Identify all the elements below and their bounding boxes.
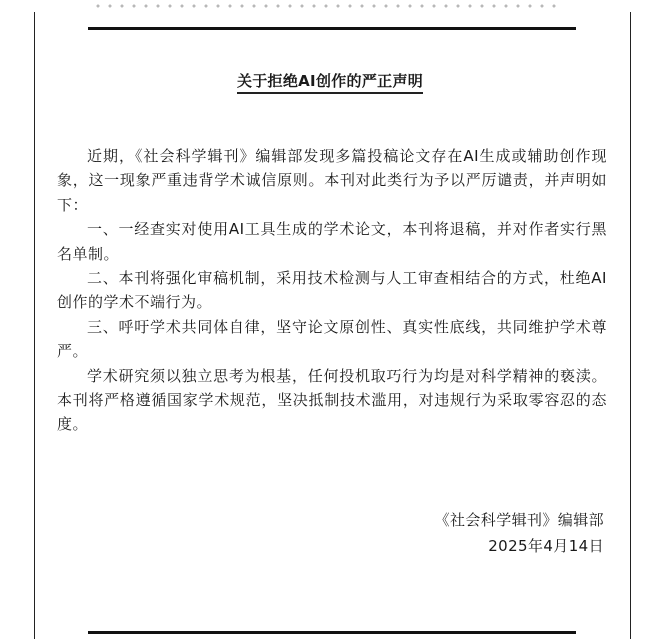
document-body <box>57 144 607 437</box>
signature-org: 《社会科学辑刊》编辑部 <box>434 511 604 529</box>
paragraph-item-2: 二、本刊将强化审稿机制，采用技术检测与人工审查相结合的方式，杜绝AI创作的学术不端行为。 <box>57 269 607 312</box>
paragraph-item-1: 一、一经查实对使用AI工具生成的学术论文，本刊将退稿，并对作者实行黑名单制。 <box>57 220 607 263</box>
top-rule <box>88 27 576 30</box>
signature-date: 2025年4月14日 <box>488 537 604 555</box>
paragraph-conclusion: 学术研究须以独立思考为根基，任何投机取巧行为均是对科学精神的亵渎。本刊将严格遵循国家学术规范，坚决抵制技术滥用，对违规行为采取零容忍的态度。 <box>57 366 607 434</box>
paragraph-item-3: 三、呼吁学术共同体自律，坚守论文原创性、真实性底线，共同维护学术尊严。 <box>57 317 607 361</box>
top-dotted-border <box>92 4 562 8</box>
paragraph-intro: 近期，《社会科学辑刊》编辑部发现多篇投稿论文存在AI生成或辅助创作现象，这一现象严重违背学术诚信原则。本刊对此类行为予以严厉谴责，并声明如下： <box>57 147 607 214</box>
document-title-container <box>0 70 660 91</box>
document-title: 关于拒绝AI创作的严正声明 <box>237 72 423 94</box>
bottom-rule <box>88 631 576 634</box>
